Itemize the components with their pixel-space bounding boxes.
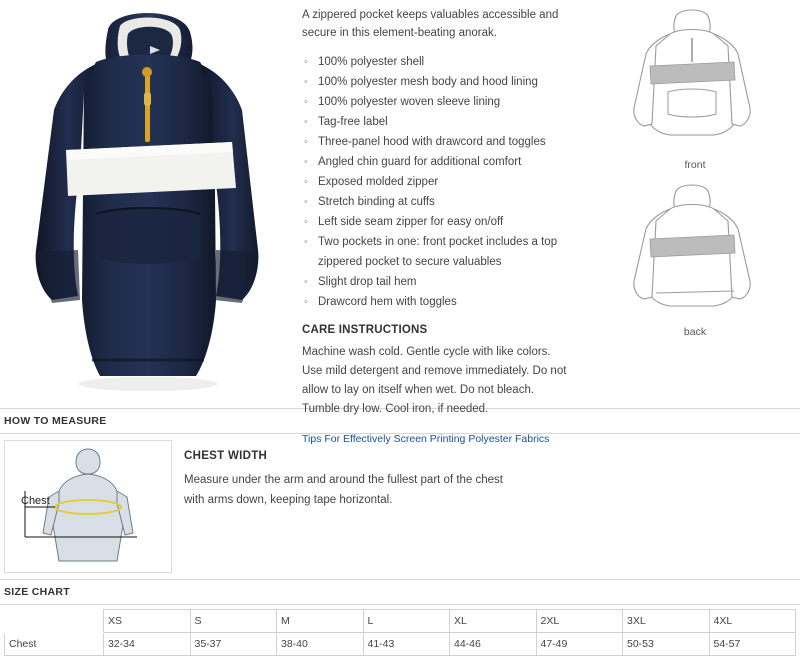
list-item: ◦ Slight drop tail hem	[302, 272, 580, 292]
chest-measure-diagram-icon	[5, 441, 171, 569]
column-header: XS	[104, 610, 191, 633]
back-sketch-caption: back	[683, 326, 707, 338]
table-cell: 50-53	[623, 633, 710, 656]
table-cell: 35-37	[190, 633, 277, 656]
row-header: Chest	[5, 633, 104, 656]
column-header: M	[277, 610, 364, 633]
column-header: 4XL	[709, 610, 796, 633]
column-header: XL	[450, 610, 537, 633]
list-item: ◦ 100% polyester shell	[302, 52, 580, 72]
table-row	[5, 633, 796, 656]
care-instructions-heading: CARE INSTRUCTIONS	[302, 324, 428, 336]
front-sketch-icon	[600, 4, 790, 154]
measure-line-2: with arms down, keeping tape horizontal.	[184, 494, 393, 506]
list-item: ◦ Drawcord hem with toggles	[302, 292, 580, 312]
garment-sketches	[590, 0, 800, 408]
measure-title: CHEST WIDTH	[184, 450, 268, 462]
list-item: ◦ Angled chin guard for additional comfort	[302, 152, 580, 172]
table-cell: 44-46	[450, 633, 537, 656]
column-header: 3XL	[623, 610, 710, 633]
measure-instructions	[172, 440, 503, 573]
column-header: S	[190, 610, 277, 633]
list-item: ◦ 100% polyester mesh body and hood lining	[302, 72, 580, 92]
front-sketch-block	[590, 4, 800, 171]
size-chart-table	[4, 609, 796, 656]
feature-list	[302, 52, 580, 312]
back-sketch-block	[590, 181, 800, 338]
list-item: ◦ Exposed molded zipper	[302, 172, 580, 192]
list-item: ◦ Stretch binding at cuffs	[302, 192, 580, 212]
table-cell: 47-49	[536, 633, 623, 656]
measure-figure	[4, 440, 172, 573]
list-item: ◦ 100% polyester woven sleeve lining	[302, 92, 580, 112]
measure-line-1: Measure under the arm and around the fullest part of the chest	[184, 474, 503, 486]
table-cell: 41-43	[363, 633, 450, 656]
product-intro: A zippered pocket keeps valuables accessible and secure in this element-beating anorak.	[302, 9, 559, 39]
table-cell: 54-57	[709, 633, 796, 656]
how-to-measure-section	[0, 434, 800, 577]
list-item: ◦ Three-panel hood with drawcord and toggles	[302, 132, 580, 152]
chest-label-text: Chest	[21, 495, 50, 507]
column-header	[5, 610, 104, 633]
table-cell: 38-40	[277, 633, 364, 656]
list-item: ◦ Tag-free label	[302, 112, 580, 132]
table-cell: 32-34	[104, 633, 191, 656]
care-instructions-text: Machine wash cold. Gentle cycle with like colors. Use mild detergent and remove immediately. Do not allow to lay on itself when wet. Do not bleach. Tumble dry low. Cool iron, if needed.	[302, 346, 567, 415]
list-item: ◦ Left side seam zipper for easy on/off	[302, 212, 580, 232]
how-to-measure-heading: HOW TO MEASURE	[0, 408, 800, 434]
size-chart-heading: SIZE CHART	[0, 579, 800, 605]
front-sketch-caption: front	[684, 159, 706, 171]
column-header: 2XL	[536, 610, 623, 633]
list-item: ◦ Two pockets in one: front pocket includes a top zippered pocket to secure valuables	[302, 232, 580, 272]
screen-printing-tips-link[interactable]: Tips For Effectively Screen Printing Polyester Fabrics	[302, 433, 550, 445]
product-photo	[0, 0, 296, 400]
jacket-photo-illustration	[0, 0, 296, 400]
column-header: L	[363, 610, 450, 633]
back-sketch-icon	[600, 181, 790, 321]
table-header-row	[5, 610, 796, 633]
product-details	[296, 0, 590, 445]
